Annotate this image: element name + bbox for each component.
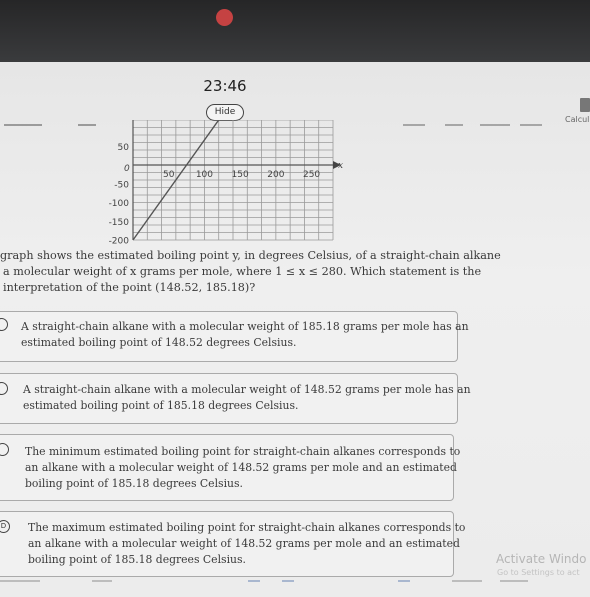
graph-grid	[133, 120, 333, 240]
question-stem	[0, 248, 501, 296]
y-tick-label: -100	[108, 199, 129, 209]
choice-d-line-3: boiling point of 185.18 degrees Celsius.	[28, 553, 246, 566]
choice-a-letter	[0, 318, 8, 331]
choice-b-line-2: estimated boiling point of 185.18 degrees Celsius.	[23, 399, 299, 412]
choice-b-text	[23, 382, 471, 414]
choice-a-line-1: A straight-chain alkane with a molecular weight of 185.18 grams per mole has an	[21, 320, 469, 333]
choice-b-letter	[0, 382, 8, 395]
hide-timer-button[interactable]: Hide	[206, 104, 244, 121]
calculator-label[interactable]: Calcul	[565, 115, 590, 124]
origin-label: 0	[124, 164, 130, 174]
y-tick-label: -50	[114, 180, 129, 191]
choice-c-line-1: The minimum estimated boiling point for straight-chain alkanes corresponds to	[25, 445, 461, 458]
x-tick-label: 150	[231, 170, 249, 180]
x-tick-labels	[163, 170, 320, 180]
x-tick-label: 100	[195, 170, 214, 180]
choice-d-letter: D	[0, 520, 10, 533]
answer-choice-c[interactable]	[0, 434, 461, 501]
y-tick-label: -200	[108, 236, 129, 244]
calculator-icon[interactable]	[580, 98, 590, 112]
activate-windows-watermark: Activate Windo	[496, 552, 587, 566]
activate-windows-subtitle: Go to Settings to act	[497, 568, 580, 577]
question-line-3: interpretation of the point (148.52, 185.18)?	[3, 281, 256, 294]
x-tick-label: 200	[267, 170, 285, 180]
x-tick-label: 250	[302, 170, 321, 180]
boiling-point-graph	[0, 120, 360, 244]
question-line-2: a molecular weight of x grams per mole, where 1 ≤ x ≤ 280. Which statement is the	[3, 265, 482, 278]
choice-d-text	[28, 520, 465, 568]
choice-c-line-3: boiling point of 185.18 degrees Celsius.	[25, 477, 243, 490]
y-tick-labels	[109, 143, 130, 244]
choice-a-line-2: estimated boiling point of 148.52 degrees Celsius.	[21, 336, 297, 349]
y-tick-label: 50	[117, 142, 129, 153]
countdown-timer: 23:46	[203, 77, 247, 95]
question-line-1: graph shows the estimated boiling point y, in degrees Celsius, of a straight-chain alkane	[0, 249, 501, 262]
y-tick-label: -150	[108, 217, 129, 228]
choice-a-text	[21, 319, 469, 351]
answer-choice-a[interactable]	[0, 311, 469, 362]
choice-c-letter	[0, 443, 9, 456]
x-axis-label: x	[338, 161, 344, 171]
choice-c-line-2: an alkane with a molecular weight of 148.52 grams per mole and an estimated	[25, 461, 457, 474]
choice-c-text	[25, 444, 460, 492]
bottom-dashed-divider	[0, 580, 590, 582]
answer-choice-d[interactable]	[0, 511, 466, 577]
choice-d-line-1: The maximum estimated boiling point for straight-chain alkanes corresponds to	[28, 521, 466, 534]
choice-d-line-2: an alkane with a molecular weight of 148.52 grams per mole and an estimated	[28, 537, 460, 550]
x-tick-label: 50	[162, 170, 175, 180]
device-top-bezel	[0, 0, 590, 62]
choice-b-line-1: A straight-chain alkane with a molecular weight of 148.52 grams per mole has an	[23, 383, 471, 396]
camera-indicator-dot	[216, 9, 233, 26]
answer-choice-b[interactable]	[0, 373, 471, 424]
